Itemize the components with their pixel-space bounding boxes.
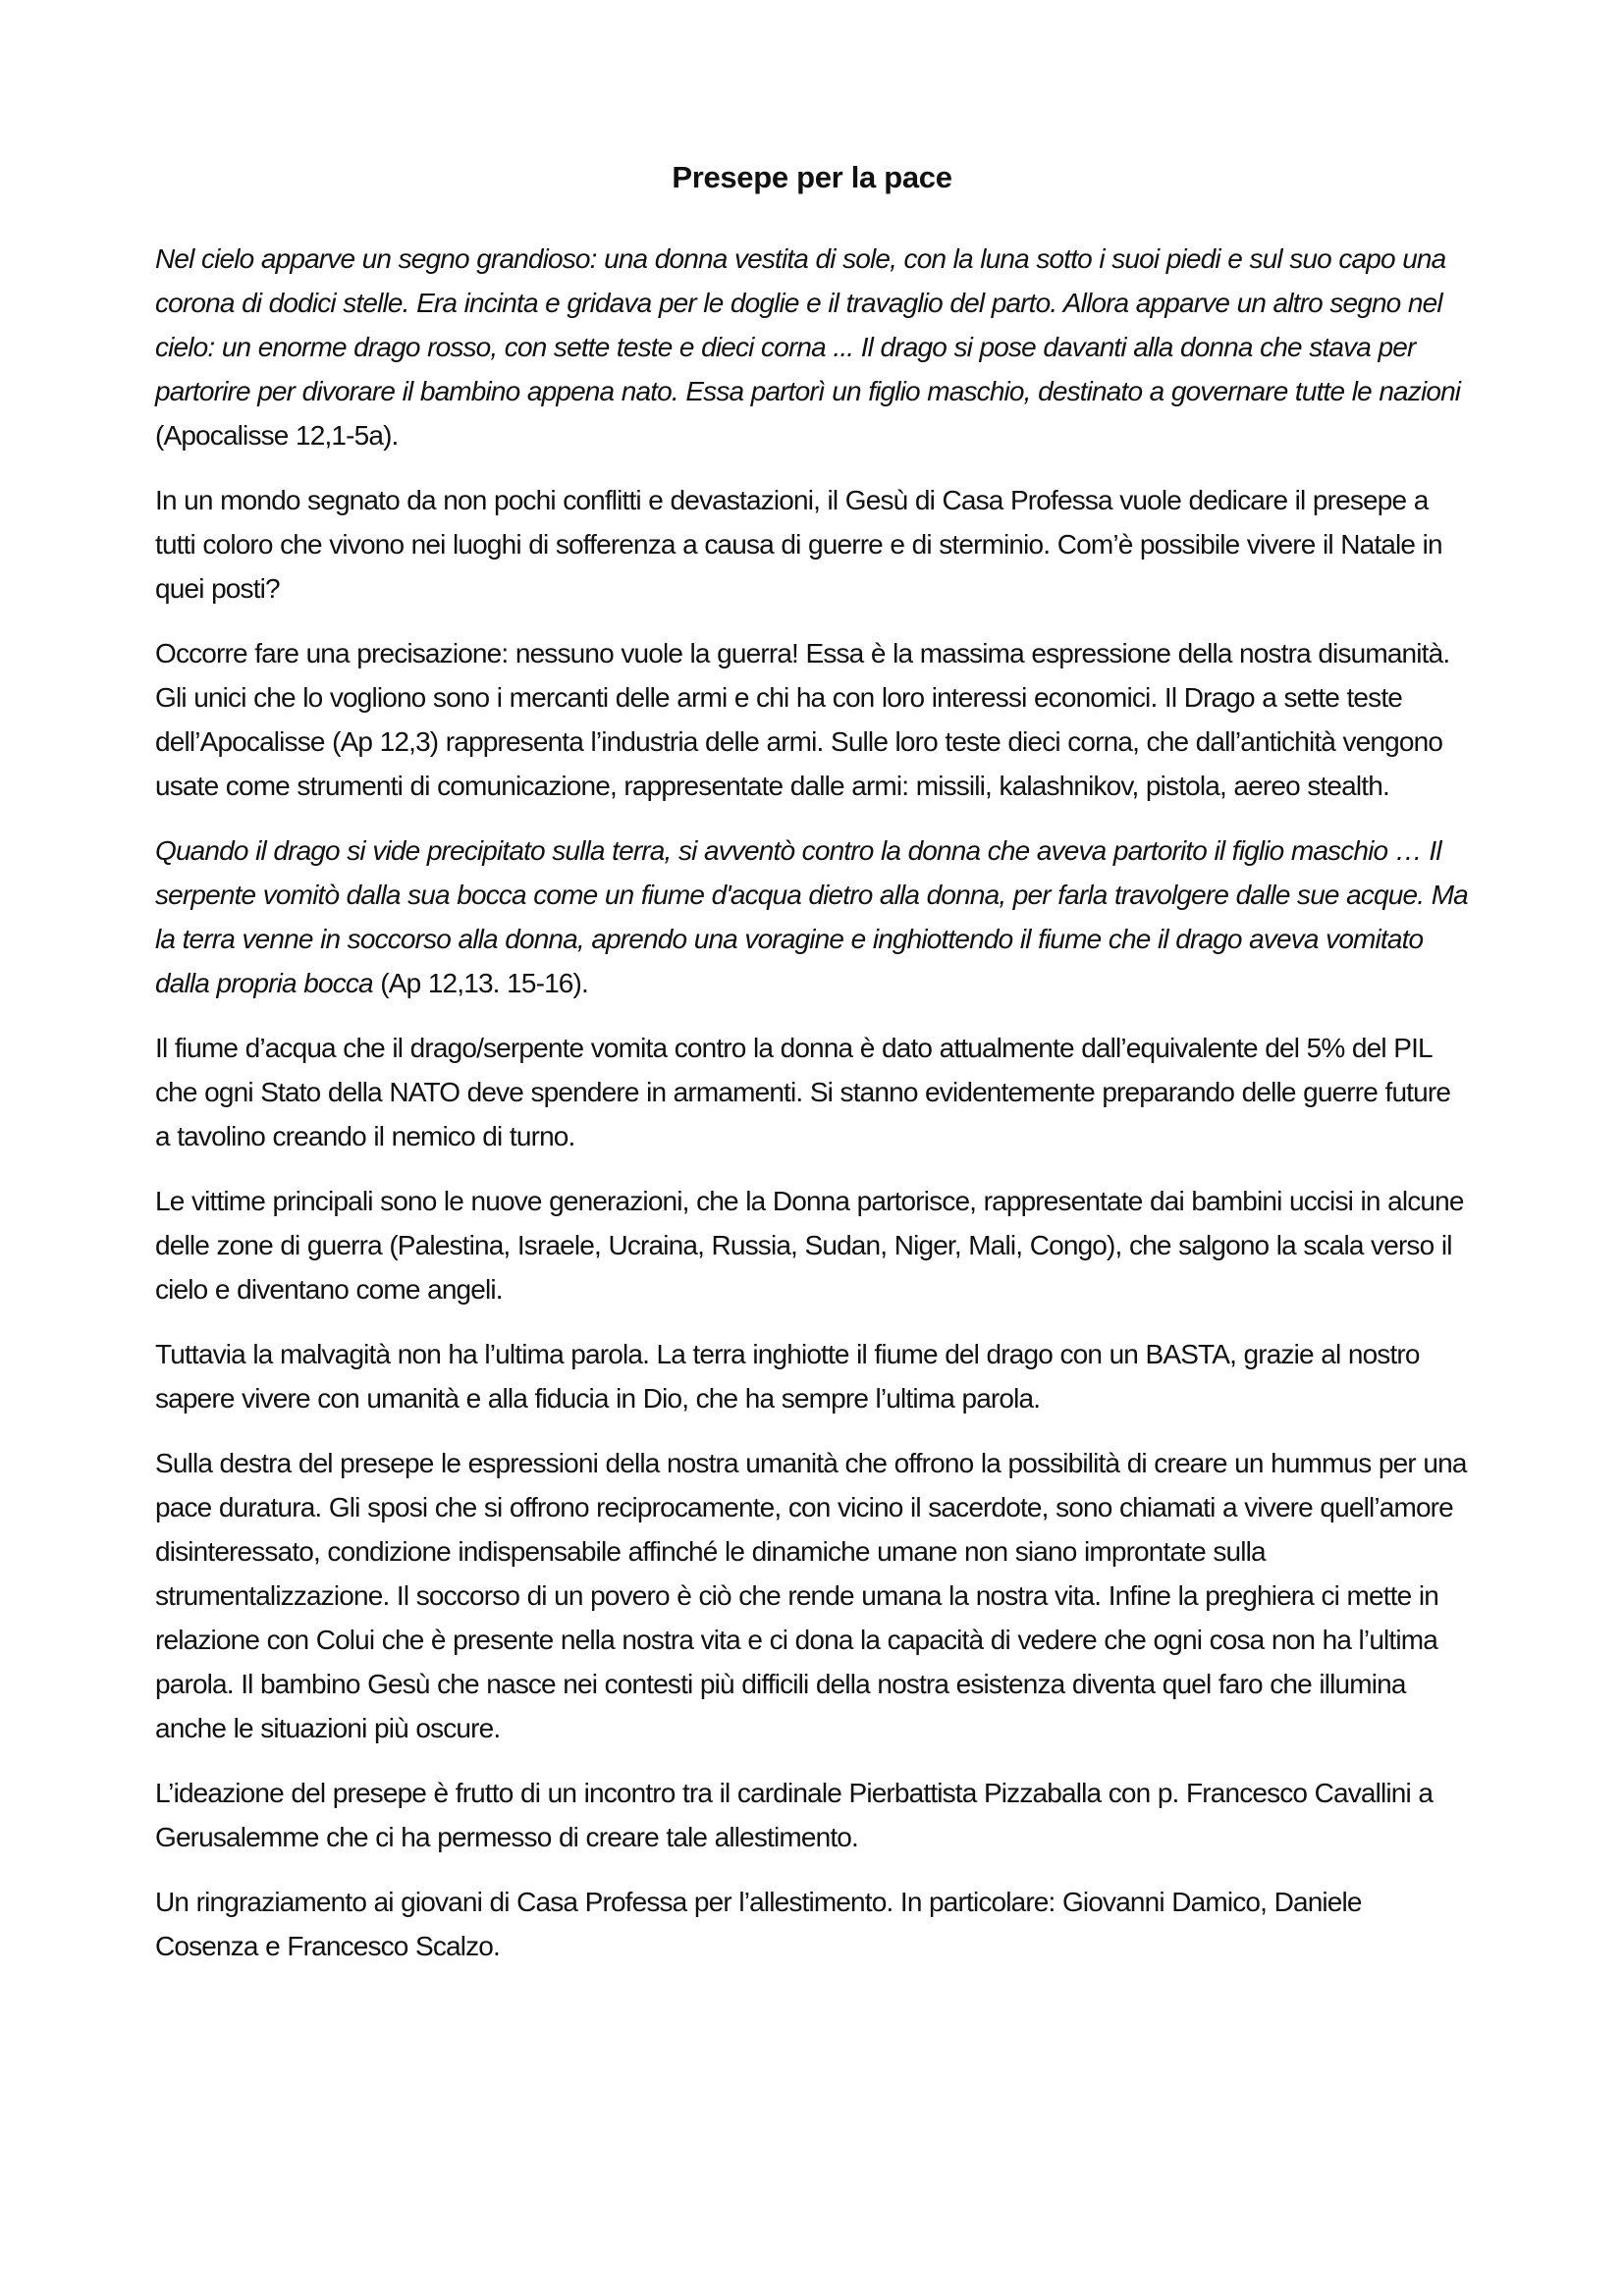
- text-run: (Ap 12,13. 15-16).: [372, 968, 588, 998]
- paragraph-2: [155, 478, 1469, 611]
- text-run: L’ideazione del presepe è frutto di un incontro tra il cardinale Pierbattista Pizzaballa con p. Francesco Cavallini a Gerusalemme che ci ha permesso di creare tale allestimento.: [155, 1778, 1434, 1852]
- paragraph-4: [155, 828, 1469, 1005]
- paragraph-7: [155, 1332, 1469, 1420]
- paragraph-3: [155, 631, 1469, 808]
- text-run: Sulla destra del presepe le espressioni della nostra umanità che offrono la possibilità di creare un hummus per una pace duratura. Gli sposi che si offrono reciprocamente, con vicino il sacerdote, sono chiamati a vivere quell’amore disinteressato, condizione indispensabile affinché le dinamiche umane non siano improntate sulla strumentalizzazione. Il soccorso di un povero è ciò che rende umana la nostra vita. Infine la preghiera ci mette in relazione con Colui che è presente nella nostra vita e ci dona la capacità di vedere che ogni cosa non ha l’ultima parola. Il bambino Gesù che nasce nei contesti più difficili della nostra esistenza diventa quel faro che illumina anche le situazioni più oscure.: [155, 1448, 1467, 1743]
- text-run: Quando il drago si vide precipitato sulla terra, si avventò contro la donna che aveva partorito il figlio maschio … Il serpente vomitò dalla sua bocca come un fiume d'acqua dietro alla donna, per farla travolgere dalle sue acque. Ma la terra venne in soccorso alla donna, aprendo una voragine e inghiottendo il fiume che il drago aveva vomitato dalla propria bocca: [155, 835, 1468, 998]
- text-run: Un ringraziamento ai giovani di Casa Professa per l’allestimento. In particolare: Giovanni Damico, Daniele Cosenza e Francesco Scalzo.: [155, 1887, 1362, 1961]
- paragraph-5: [155, 1026, 1469, 1158]
- document-title: Presepe per la pace: [672, 160, 952, 194]
- text-run: Nel cielo apparve un segno grandioso: una donna vestita di sole, con la luna sotto i suoi piedi e sul suo capo una corona di dodici stelle. Era incinta e gridava per le doglie e il travaglio del parto. Allora apparve un altro segno nel cielo: un enorme drago rosso, con sette teste e dieci corna ... Il drago si pose davanti alla donna che stava per partorire per divorare il bambino appena nato. Essa partorì un figlio maschio, destinato a governare tutte le nazioni: [155, 243, 1461, 406]
- paragraph-8: [155, 1441, 1469, 1750]
- text-run: (Apocalisse 12,1-5a).: [155, 420, 399, 451]
- text-run: Le vittime principali sono le nuove generazioni, che la Donna partorisce, rappresentate dai bambini uccisi in alcune delle zone di guerra (Palestina, Israele, Ucraina, Russia, Sudan, Niger, Mali, Congo), che salgono la scala verso il cielo e diventano come angeli.: [155, 1186, 1464, 1305]
- document-body: [155, 237, 1469, 1968]
- text-run: Tuttavia la malvagità non ha l’ultima parola. La terra inghiotte il fiume del drago con un BASTA, grazie al nostro sapere vivere con umanità e alla fiducia in Dio, che ha sempre l’ultima parola.: [155, 1339, 1420, 1414]
- paragraph-6: [155, 1179, 1469, 1311]
- text-run: In un mondo segnato da non pochi conflitti e devastazioni, il Gesù di Casa Professa vuole dedicare il presepe a tutti coloro che vivono nei luoghi di sofferenza a causa di guerre e di sterminio. Com’è possibile vivere il Natale in quei posti?: [155, 485, 1442, 604]
- text-run: Il fiume d’acqua che il drago/serpente vomita contro la donna è dato attualmente dall’equivalente del 5% del PIL che ogni Stato della NATO deve spendere in armamenti. Si stanno evidentemente preparando delle guerre future a tavolino creando il nemico di turno.: [155, 1033, 1451, 1151]
- paragraph-10: [155, 1880, 1469, 1968]
- text-run: Occorre fare una precisazione: nessuno vuole la guerra! Essa è la massima espressione della nostra disumanità. Gli unici che lo vogliono sono i mercanti delle armi e chi ha con loro interessi economici. Il Drago a sette teste dell’Apocalisse (Ap 12,3) rappresenta l’industria delle armi. Sulle loro teste dieci corna, che dall’antichità vengono usate come strumenti di comunicazione, rappresentate dalle armi: missili, kalashnikov, pistola, aereo stealth.: [155, 638, 1450, 801]
- paragraph-1: [155, 237, 1469, 457]
- paragraph-9: [155, 1771, 1469, 1859]
